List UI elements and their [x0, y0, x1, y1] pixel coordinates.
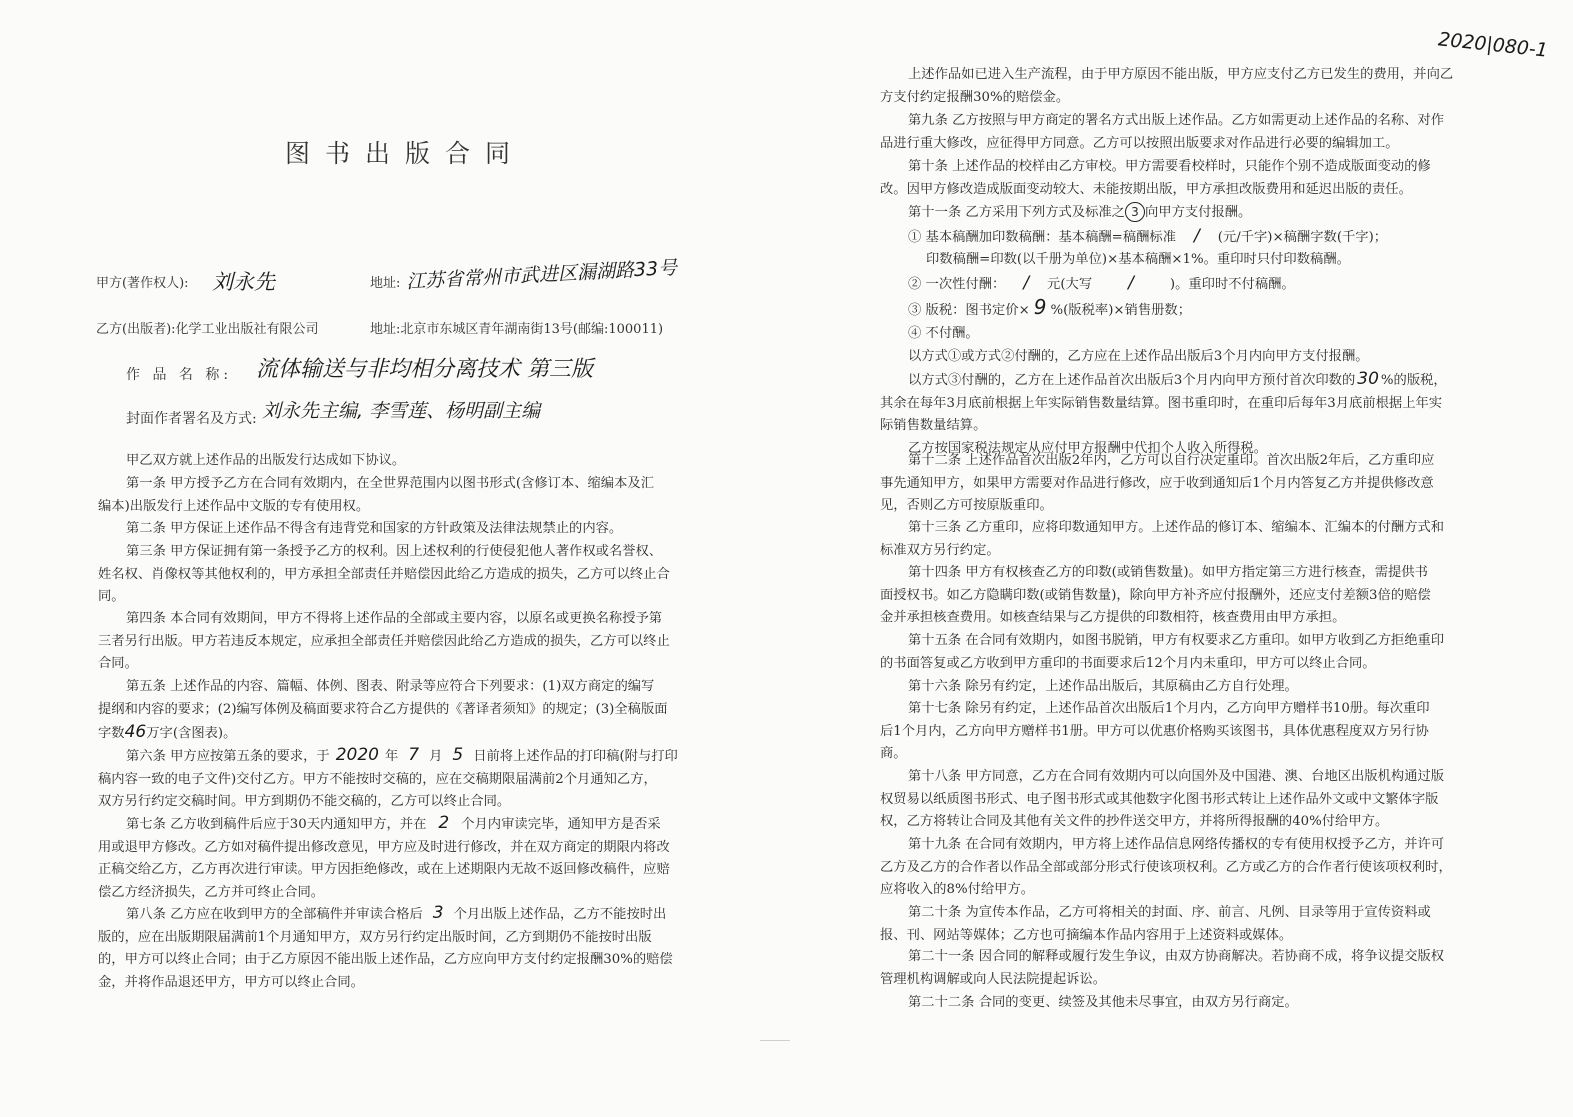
cover-signature-label: 封面作者署名及方式:	[126, 411, 257, 427]
tax-clause: 乙方按国家税法规定从应付甲方报酬中代扣个人收入所得税。	[908, 440, 1268, 456]
article-line: 管理机构调解或向人民法院提起诉讼。	[880, 971, 1107, 987]
intro-paragraph	[126, 450, 405, 473]
royalty-percent-value: 9	[1033, 295, 1047, 320]
text-segment: 个月出版上述作品，乙方不能按时出	[453, 907, 667, 922]
article-line: 权，乙方将转让合同及其他有关文件的抄件送交甲方，并将所得报酬的40%付给甲方。	[880, 814, 1389, 830]
text-segment: 第七条 乙方收到稿件后应于30天内通知甲方，并在	[126, 817, 427, 832]
option-1-line-2: 印数稿酬=印数(以千册为单位)×基本稿酬×1%。重印时只付印数稿酬。	[926, 252, 1350, 268]
lump-sum-uppercase-value: /	[1128, 272, 1134, 293]
article-line: 乙方及乙方的合作者以作品全部或部分形式行使该项权利。乙方或乙方的合作者行使该项权利时，	[880, 859, 1452, 875]
article-line: 见，否则乙方可按原版重印。	[880, 498, 1053, 514]
deadline-day: 5	[452, 745, 464, 765]
article-13	[880, 517, 1444, 562]
text-segment: 元(大写	[1047, 276, 1093, 292]
text-segment: ③ 版税：图书定价×	[908, 303, 1030, 319]
article-22	[880, 992, 1298, 1015]
payment-term-2	[880, 368, 1447, 393]
article-10	[880, 156, 1431, 201]
document-number: 2020|080-1	[1437, 28, 1549, 62]
article-17	[880, 698, 1430, 766]
article-line: 第二十条 为宣传本作品，乙方可将相关的封面、序、前言、凡例、目录等用于宣传资料或	[908, 905, 1431, 920]
article-line: 稿内容一致的电子文件)交付乙方。甲方不能按时交稿的，应在交稿期限届满前2个月通知乙方，	[98, 771, 657, 787]
article-line: 金并承担核查费用。如核查结果与乙方提供的印数相符，核查费用由甲方承担。	[880, 610, 1346, 626]
article-1	[98, 473, 654, 518]
article-line: 品进行重大修改，应征得甲方同意。乙方可以按照出版要求对作品进行必要的编辑加工。	[880, 135, 1399, 151]
option-4-line: ④ 不付酬。	[908, 325, 979, 341]
article-line: 应将收入的8%付给甲方。	[880, 882, 1035, 898]
option-2-line	[880, 272, 1447, 297]
article-line: 标准双方另行约定。	[880, 542, 1000, 558]
article-line: 事先通知甲方，如果甲方需要对作品进行修改，应于收到通知后1个月内答复乙方并提供修改意	[880, 475, 1434, 491]
article-line: 第九条 乙方按照与甲方商定的署名方式出版上述作品。乙方如需更动上述作品的名称、对作	[908, 113, 1445, 128]
article-line: 提纲和内容的要求；(2)编写体例及稿面要求符合乙方提供的《著译者须知》的规定；(3)全稿版面	[98, 701, 668, 717]
article-line: 用或退甲方修改。乙方如对稿件提出修改意见，甲方应及时进行修改，并在双方商定的期限内将改	[98, 839, 670, 855]
article-line: 合同。	[98, 656, 138, 672]
article-7	[98, 812, 670, 904]
article-11	[880, 202, 1447, 461]
article-line: 第五条 上述作品的内容、篇幅、体例、图表、附录等应符合下列要求：(1)双方商定的编写	[126, 679, 655, 694]
article-8-continued	[880, 64, 1453, 109]
article-line: 偿乙方经济损失，乙方并可终止合同。	[98, 884, 325, 900]
cover-signature-value: 刘永先主编, 李雪莲、杨明副主编	[262, 400, 541, 422]
article-line: 第四条 本合同有效期间，甲方不得将上述作品的全部或主要内容，以原名或更换名称授予第	[126, 611, 663, 626]
article-line: 三者另行出版。甲方若违反本规定，应承担全部责任并赔偿因此给乙方造成的损失，乙方可以终止	[98, 633, 670, 649]
contract-title: 图书出版合同	[285, 139, 526, 168]
article-line: 第二十二条 合同的变更、续签及其他未尽事宜，由双方另行商定。	[908, 995, 1298, 1010]
text-segment: 向甲方支付报酬。	[1144, 205, 1252, 220]
text-segment: %(版税率)×销售册数；	[1050, 303, 1192, 319]
article-line	[98, 812, 670, 837]
article-line: 第十五条 在合同有效期内，如图书脱销，甲方有权要求乙方重印。如甲方收到乙方拒绝重印	[908, 633, 1445, 648]
article-line: 后1个月内，乙方向甲方赠样书1册。甲方可以优惠价格购买该图书，具体优惠程度双方另行协	[880, 723, 1429, 739]
article-line	[98, 744, 678, 769]
text-segment: ② 一次性付酬：	[908, 276, 1006, 292]
article-line: 同。	[98, 589, 125, 605]
text-segment: ① 基本稿酬加印数稿酬：基本稿酬=稿酬标准	[908, 229, 1177, 245]
article-4	[98, 608, 670, 676]
text-segment: 第八条 乙方应在收到甲方的全部稿件并审读合格后	[126, 907, 423, 922]
right-page	[786, 0, 1573, 1117]
article-12	[880, 450, 1434, 518]
article-line: 第十四条 甲方有权核查乙方的印数(或销售数量)。如甲方指定第三方进行核查，需提供书	[908, 565, 1428, 580]
article-line	[98, 902, 673, 927]
article-5	[98, 676, 668, 746]
review-months: 2	[438, 813, 450, 833]
text-segment: 月	[429, 749, 443, 764]
article-14	[880, 562, 1431, 630]
article-6	[98, 744, 678, 814]
article-15	[880, 630, 1444, 675]
text-segment: 个月内审读完毕，通知甲方是否采	[461, 817, 661, 832]
article-8	[98, 902, 673, 994]
article-line: 第三条 甲方保证拥有第一条授予乙方的权利。因上述权利的行使侵犯他人著作权或名誉权、	[126, 544, 663, 559]
option-3-line	[880, 296, 1447, 323]
article-line: 的，甲方可以终止合同；由于乙方原因不能出版上述作品，乙方应向甲方支付约定报酬30%的赔偿	[98, 952, 673, 968]
article-line: 改。因甲方修改造成版面变动较大、未能按期出版，甲方承担改版费用和延迟出版的责任。	[880, 181, 1412, 197]
article-line: 的书面答复或乙方收到甲方重印的书面要求后12个月内未重印，甲方可以终止合同。	[880, 655, 1376, 671]
work-name-label: 作 品 名 称:	[126, 367, 233, 383]
article-line: 正稿交给乙方，乙方再次进行审读。甲方因拒绝修改，或在上述期限内无故不返回修改稿件，应赔	[98, 862, 670, 878]
payment-term-1: 以方式①或方式②付酬的，乙方应在上述作品出版后3个月内向甲方支付报酬。	[908, 348, 1369, 364]
article-line: 版的，应在出版期限届满前1个月通知甲方，双方另行约定出版时间，乙方到期仍不能按时出版	[98, 929, 652, 945]
article-2	[98, 518, 622, 541]
article-line: 第一条 甲方授予乙方在合同有效期内，在全世界范围内以图书形式(含修订本、缩编本及汇	[126, 476, 654, 491]
article-line: 际销售数量结算。	[880, 418, 987, 434]
publish-months: 3	[432, 903, 444, 923]
text-segment: 第六条 甲方应按第五条的要求，于	[126, 749, 330, 764]
payment-method-choice: 3	[1125, 202, 1145, 222]
article-line: 面授权书。如乙方隐瞒印数(或销售数量)，除向甲方补齐应付报酬外，还应支付差额3倍的赔偿	[880, 587, 1431, 603]
article-line: 双方另行约定交稿时间。甲方到期仍不能交稿的，乙方可以终止合同。	[98, 794, 511, 810]
deadline-month: 7	[408, 745, 420, 765]
party-b-address: 地址:北京市东城区青年湖南街13号(邮编:100011)	[370, 322, 664, 337]
article-line: 第十六条 除另有约定，上述作品出版后，其原稿由乙方自行处理。	[908, 679, 1298, 694]
article-20	[880, 902, 1431, 947]
article-line: 商。	[880, 746, 907, 762]
word-count-value: 46	[124, 722, 147, 743]
text-segment: )。重印时不付稿酬。	[1169, 276, 1295, 292]
article-line: 其余在每年3月底前根据上年实际销售数量结算。图书重印时，在重印后每年3月底前根据上年实	[880, 395, 1443, 411]
article-line: 金，并将作品退还甲方，甲方可以终止合同。	[98, 974, 364, 990]
left-page	[0, 0, 780, 1117]
intro-line: 甲乙双方就上述作品的出版发行达成如下协议。	[126, 453, 406, 468]
article-line: 上述作品如已进入生产流程，由于甲方原因不能出版，甲方应支付乙方已发生的费用，并向乙	[908, 67, 1454, 82]
article-19	[880, 834, 1452, 902]
text-segment: 字数	[98, 726, 125, 742]
text-segment: 以方式③付酬的，乙方在上述作品首次出版后3个月内向甲方预付首次印数的	[908, 373, 1356, 389]
text-segment: 万字(含图表)。	[146, 726, 237, 742]
text-segment: (元/千字)×稿酬字数(千字)；	[1217, 229, 1388, 245]
lump-sum-value: /	[1023, 272, 1030, 293]
article-line	[98, 721, 668, 746]
article-3	[98, 541, 670, 609]
text-segment: 日前将上述作品的打印稿(附与打印	[473, 749, 678, 764]
advance-royalty-percent: 30	[1357, 369, 1379, 390]
article-line: 编本)出版发行上述作品中文版的专有使用权。	[98, 498, 370, 514]
article-line: 第十三条 乙方重印，应将印数通知甲方。上述作品的修订本、缩编本、汇编本的付酬方式和	[908, 520, 1445, 535]
deadline-year: 2020	[335, 745, 379, 765]
royalty-rate-value: /	[1194, 225, 1200, 246]
text-segment: 年	[384, 749, 399, 764]
article-line: 第十九条 在合同有效期内，甲方将上述作品信息网络传播权的专有使用权授予乙方，并许可	[908, 837, 1445, 852]
party-a-address-label: 地址:	[370, 276, 401, 291]
article-line: 第十条 上述作品的校样由乙方审校。甲方需要看校样时，只能作个别不造成版面变动的修	[908, 159, 1431, 174]
article-16	[880, 676, 1298, 699]
article-line: 报、刊、网站等媒体；乙方也可摘编本作品内容用于上述资料或媒体。	[880, 927, 1293, 943]
party-b-label: 乙方(出版者):化学工业出版社有限公司	[96, 322, 319, 337]
party-a-name: 刘永先	[212, 270, 275, 294]
article-line: 姓名权、肖像权等其他权利的，甲方承担全部责任并赔偿因此给乙方造成的损失，乙方可以终止合	[98, 566, 670, 582]
party-a-label: 甲方(著作权人):	[96, 276, 189, 291]
article-line	[880, 202, 1447, 225]
text-segment: %的版税，	[1380, 373, 1447, 389]
article-line: 权贸易以纸质图书形式、电子图书形式或其他数字化图书形式转让上述作品外文或中文繁体字版	[880, 791, 1439, 807]
option-1-line	[880, 225, 1447, 250]
text-segment: 第十一条 乙方采用下列方式及标准之	[908, 205, 1125, 220]
article-18	[880, 766, 1444, 834]
article-line: 第二条 甲方保证上述作品不得含有违背党和国家的方针政策及法律法规禁止的内容。	[126, 521, 623, 536]
article-line: 第十七条 除另有约定，上述作品首次出版后1个月内，乙方向甲方赠样书10册。每次重印	[908, 701, 1430, 716]
party-a-address: 江苏省常州市武进区漏湖路33号	[405, 256, 678, 294]
article-line: 第十二条 上述作品首次出版2年内，乙方可以自行决定重印。首次出版2年后，乙方重印应	[908, 453, 1435, 468]
article-line: 第二十一条 因合同的解释或履行发生争议，由双方协商解决。若协商不成，将争议提交版权	[908, 949, 1445, 964]
article-21	[880, 946, 1444, 991]
work-name: 流体输送与非均相分离技术 第三版	[256, 357, 593, 382]
article-9	[880, 110, 1444, 155]
article-line: 第十八条 甲方同意，乙方在合同有效期内可以向国外及中国港、澳、台地区出版机构通过版	[908, 769, 1445, 784]
article-line: 方支付约定报酬30%的赔偿金。	[880, 89, 1070, 105]
